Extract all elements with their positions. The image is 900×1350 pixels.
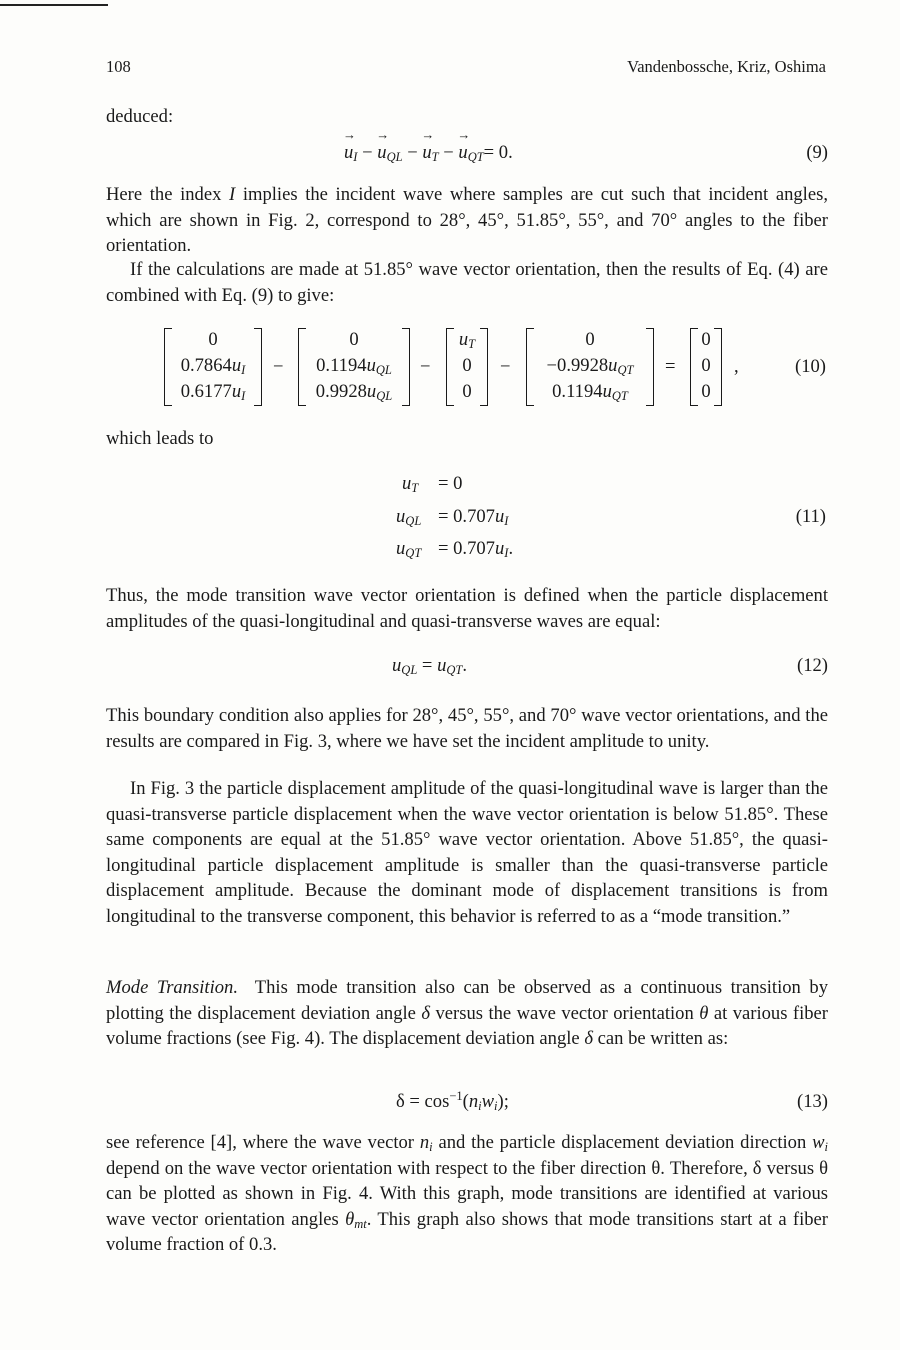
matrix-quasi-transverse: 0 $-0.9928u_{QT}$ $0.1194u_{QT}$ — [526, 328, 654, 408]
equation-9-number: (9) — [806, 142, 828, 163]
matrix-quasi-longitudinal: 0 $0.1194u_{QL}$ $0.9928u_{QL}$ — [298, 328, 410, 408]
equation-10-number: (10) — [795, 356, 826, 377]
equation-13-number: (13) — [797, 1091, 828, 1112]
paragraph-thus: Thus, the mode transition wave vector orientation is defined when the particle displacement amplitudes of the quasi-longitudinal and quasi-transverse waves are equal: — [106, 585, 828, 632]
matrix-zero: 0 0 0 — [690, 328, 722, 408]
paragraph-mode-transition: Mode Transition. This mode transition also can be observed as a continuous transition by plotting the displacement deviation angle δ versus the wave vector orientation θ at various fiber volume fractions (see Fig. 4). The displacement deviation angle δ can be written as: — [106, 977, 829, 1049]
page-number: 108 — [106, 57, 131, 76]
equation-11-number: (11) — [795, 506, 826, 527]
paragraph-boundary: This boundary condition also applies for 28°, 45°, 55°, and 70° wave vector orientations, and the results are compared in Fig. 3, where we have set the incident amplitude to unity. — [106, 705, 828, 752]
text-leads-to: which leads to — [106, 428, 214, 449]
matrix-incident: 0 $0.7864u_I$ $0.6177u_I$ — [164, 328, 262, 408]
matrix-transverse: $u_T$ 0 0 — [446, 328, 488, 408]
equation-9-body: → $u_I$ − → $u_{QL}$ − → $u_T$ − → $u_{QT}= 0$. — [344, 142, 513, 164]
heading-mode-transition: Mode Transition. — [106, 977, 239, 998]
equation-12: $u_{QL} = u_{QT}$. (12) — [392, 655, 828, 677]
equation-12-number: (12) — [797, 655, 828, 676]
paragraph-calc: If the calculations are made at 51.85° wave vector orientation, then the results of Eq. (4) are combined with Eq. (9) to give: — [106, 259, 828, 306]
equation-13: $\delta = \cos^{-1}(n_iw_i)$; (13) — [396, 1089, 828, 1113]
scan-edge-line — [0, 4, 108, 6]
paragraph-fig3: In Fig. 3 the particle displacement amplitude of the quasi-longitudinal wave is larger than the quasi-transverse particle displacement when the wave vector orientation is below 51.85°. These same components are equal at the 51.85° wave vector orientation. Above 51.85°, the quasi-longitudinal particle displacement amplitude is smaller than the quasi-transverse particle displacement amplitude. Because the dominant mode of displacement transitions is from longitudinal to the transverse component, this behavior is referred to as a “mode transition.” — [106, 778, 828, 927]
paragraph-see-reference: see reference [4], where the wave vector $n_i$ and the particle displacement deviation direction $w_i$ depend on the wave vector orientation with respect to the fiber direction θ. Therefore, δ versus θ can be plotted as shown in Fig. 4. With this graph, mode transitions are identified at various wave vector orientation angles $\theta_{mt}$. This graph also shows that mode transitions start at a fiber volume fraction of 0.3. — [106, 1132, 829, 1255]
text-deduced: deduced: — [106, 106, 174, 127]
paragraph-index: Here the index I implies the incident wave where samples are cut such that incident angles, which are shown in Fig. 2, correspond to 28°, 45°, 51.85°, 55°, and 70° angles to the fiber orientation. — [106, 184, 828, 256]
equation-9 — [106, 142, 828, 172]
running-authors: Vandenbossche, Kriz, Oshima — [627, 57, 826, 76]
running-header — [106, 57, 826, 81]
